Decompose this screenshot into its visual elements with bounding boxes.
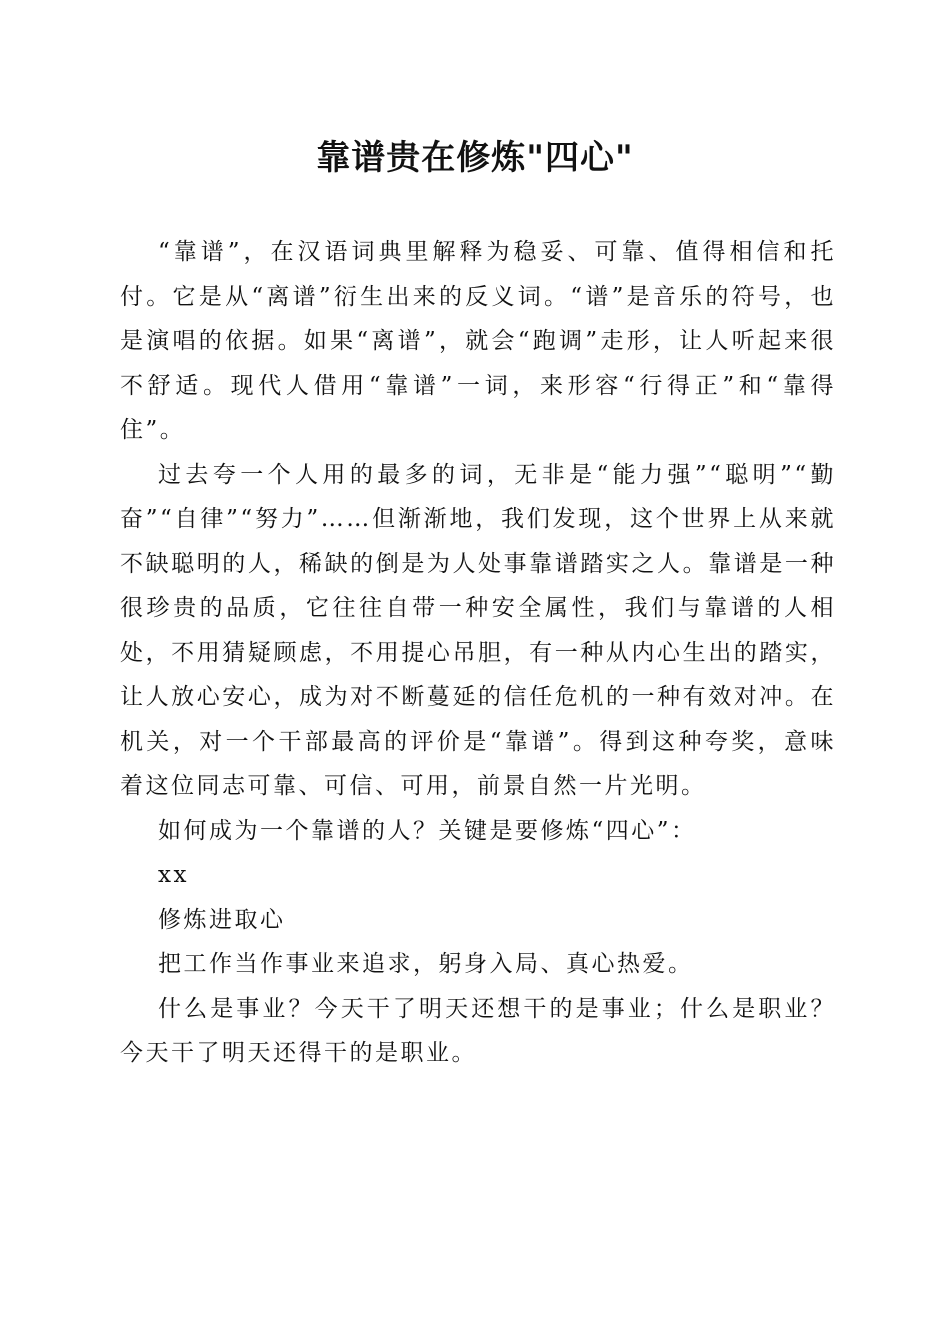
- paragraph-placeholder: xx: [158, 862, 189, 888]
- paragraph-reliability: 过去夸一个人用的最多的词，无非是“能力强”“聪明”“勤奋”“自律”“努力”……但渐渐地，我们发现，这个世界上从来就不缺聪明的人，稀缺的倒是为人处事靠谱踏实之人。靠谱是一种很珍贵的品质，它往往自带一种安全属性，我们与靠谱的人相处，不用猜疑顾虑，不用提心吊胆，有一种从内心生出的踏实，让人放心安心，成为对不断蔓延的信任危机的一种有效对冲。在机关，对一个干部最高的评价是“靠谱”。得到这种夸奖，意味着这位同志可靠、可信、可用，前景自然一片光明。: [120, 461, 836, 799]
- paragraph-summary: 把工作当作事业来追求，躬身入局、真心热爱。: [158, 951, 694, 977]
- document-title: 靠谱贵在修炼"四心": [316, 138, 634, 178]
- paragraph-definition: “靠谱”，在汉语词典里解释为稳妥、可靠、值得相信和托付。它是从“离谱”衍生出来的反义词。“谱”是音乐的符号，也是演唱的依据。如果“离谱”，就会“跑调”走形，让人听起来很不舒适。现代人借用“靠谱”一词，来形容“行得正”和“靠得住”。: [120, 239, 836, 443]
- document-body: [120, 230, 836, 1076]
- section-heading: 修炼进取心: [158, 906, 286, 933]
- paragraph-question: 如何成为一个靠谱的人？关键是要修炼“四心”：: [158, 817, 697, 844]
- paragraph-career: 什么是事业？今天干了明天还想干的是事业；什么是职业？今天干了明天还得干的是职业。: [120, 995, 836, 1066]
